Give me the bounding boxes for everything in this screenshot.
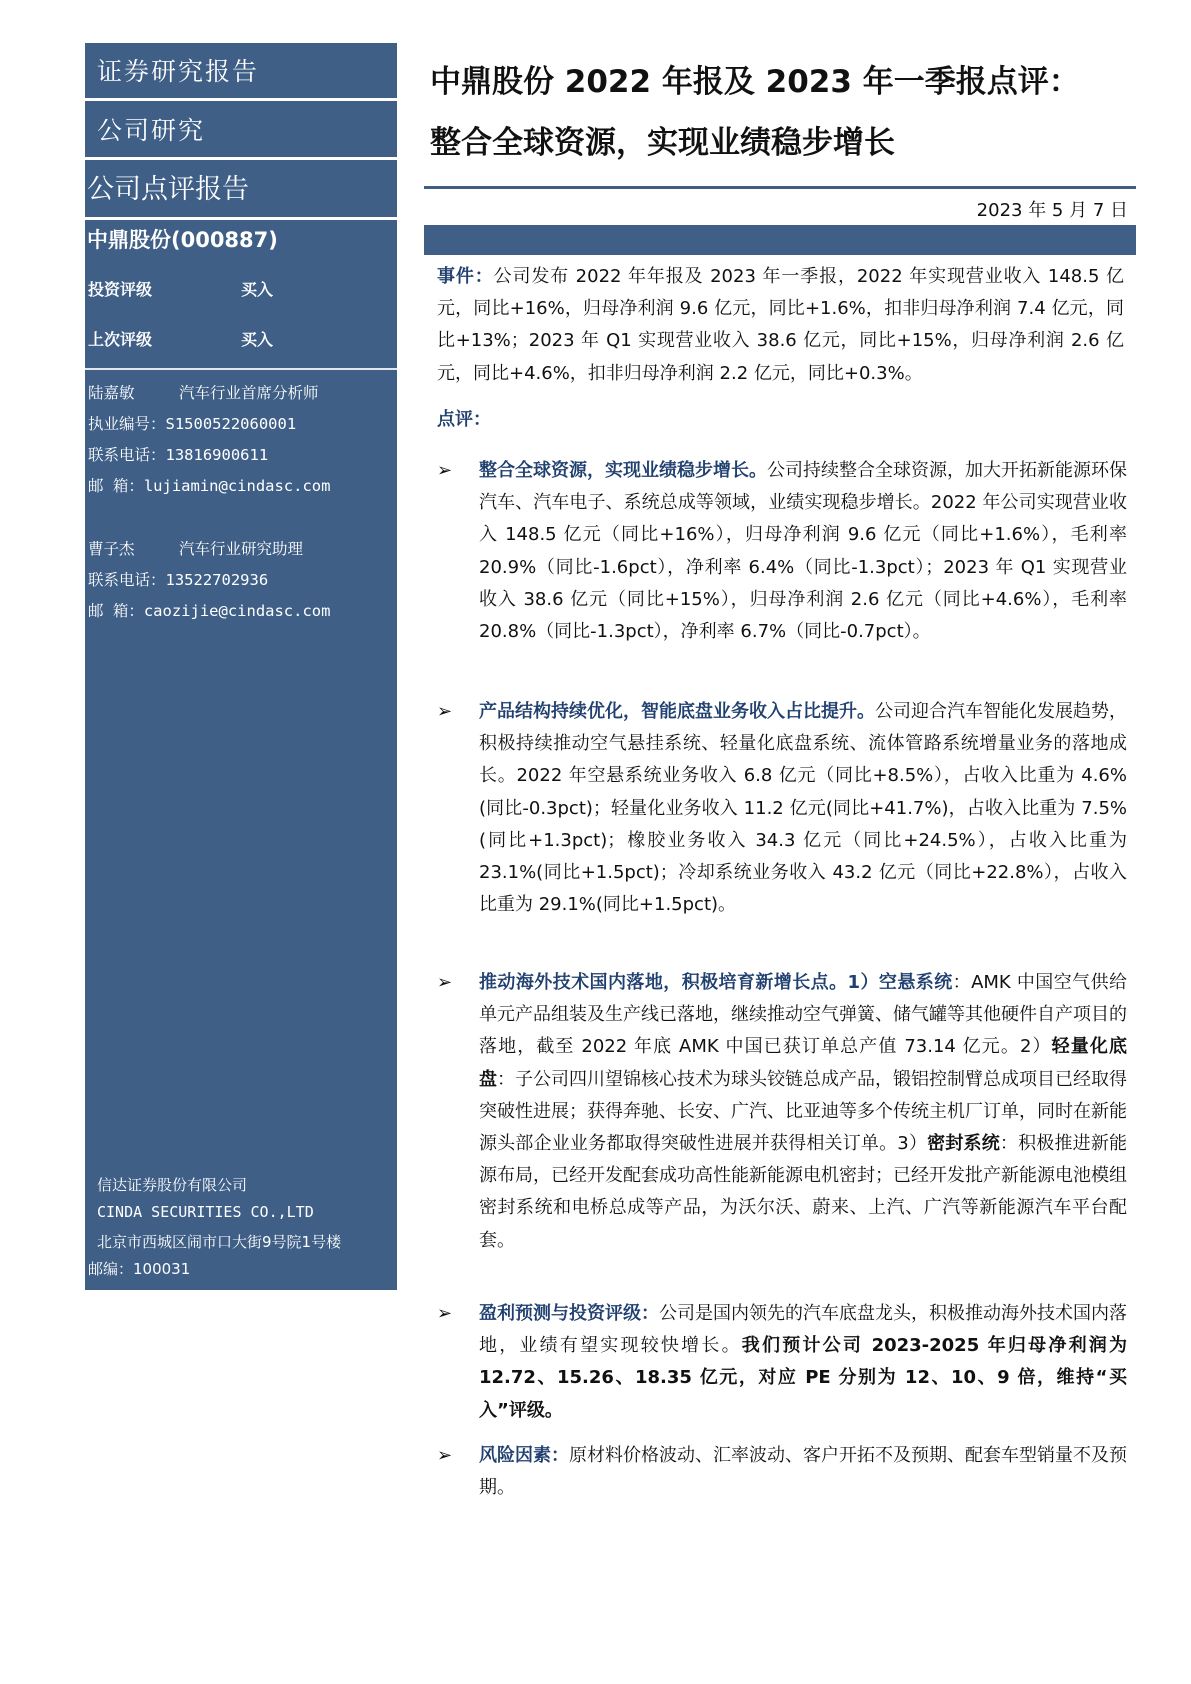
report-type: 证券研究报告: [85, 43, 397, 101]
bullet-arrow-icon: ➢: [437, 1445, 453, 1466]
bullet-arrow-icon: ➢: [437, 701, 453, 722]
company-postcode: 邮编：100031: [88, 1260, 191, 1278]
review-label: 点评：: [437, 409, 491, 430]
analyst-2-email[interactable]: 邮 箱：caozijie@cindasc.com: [88, 602, 331, 620]
sidebar: [85, 43, 397, 1290]
bullet-3-text: [479, 967, 1127, 1257]
event-text: 公司发布 2022 年年报及 2023 年一季报，2022 年实现营业收入 148.5 亿元，同比+16%，归母净利润 9.6 亿元，同比+1.6%，扣非归母净利润 7.4 亿元，同比+13%；2023 年 Q1 实现营业收入 38.6 亿元，同比+15%，归母净利润 2.6 亿元，同比+4.6%，扣非归母净利润 2.2 亿元，同比+0.3%。: [437, 266, 1125, 384]
report-subcategory: 公司点评报告: [85, 160, 397, 220]
analyst-1-phone: 联系电话：13816900611: [88, 446, 269, 464]
bullet-1-body: 公司持续整合全球资源，加大开拓新能源环保汽车、汽车电子、系统总成等领域，业绩实现稳步增长。2022 年公司实现营业收入 148.5 亿元（同比+16%），归母净利润 9.6 亿元（同比+1.6%），毛利率 20.9%（同比-1.6pct），净利率 6.4%（同比-1.3pct）；2023 年 Q1 实现营业收入 38.6 亿元（同比+15%），归母净利润 2.6 亿元（同比+4.6%），毛利率 20.8%（同比-1.3pct），净利率 6.7%（同比-0.7pct）。: [479, 460, 1127, 643]
bullet-1-heading: 整合全球资源，实现业绩稳步增长。: [479, 460, 767, 481]
analyst-1-license: 执业编号：S1500522060001: [88, 415, 297, 433]
rating-value: 买入: [241, 280, 274, 299]
report-date: 2023 年 5 月 7 日: [976, 200, 1128, 221]
analyst-2-title: 汽车行业研究助理: [179, 540, 304, 558]
analyst-2-phone: 联系电话：13522702936: [88, 571, 269, 589]
bullet-3-body-2: ：子公司四川望锦核心技术为球头铰链总成产品，锻铝控制臂总成项目已经取得突破性进展；获得奔驰、长安、广汽、比亚迪等多个传统主机厂订单，同时在新能源头部企业业务都取得突破性进展并获得相关订单。3）: [479, 1068, 1127, 1155]
company-name-cn: 信达证券股份有限公司: [97, 1176, 248, 1194]
bullet-3-heading-3: 密封系统: [927, 1133, 1000, 1155]
rating-label: 投资评级: [88, 280, 153, 299]
company-address: 北京市西城区闹市口大街9号院1号楼: [97, 1233, 342, 1251]
analyst-2-name: 曹子杰: [88, 540, 135, 558]
event-label: 事件：: [437, 266, 494, 287]
prev-rating-value: 买入: [241, 330, 274, 349]
bullet-1-text: [479, 455, 1127, 648]
company-name-en: CINDA SECURITIES CO.,LTD: [97, 1203, 314, 1221]
analyst-1-email[interactable]: 邮 箱：lujiamin@cindasc.com: [88, 477, 331, 495]
previous-rating: [88, 327, 274, 350]
bullet-5-heading: 风险因素：: [479, 1445, 569, 1466]
analyst-1-name-row: [88, 381, 319, 403]
bullet-3-heading: 推动海外技术国内落地，积极培育新增长点。1）空悬系统: [479, 972, 953, 993]
title-rule: [424, 186, 1136, 189]
bullet-4-text: [479, 1298, 1127, 1427]
analyst-2-name-row: [88, 537, 304, 559]
event-paragraph: [437, 261, 1124, 390]
bullet-3-body-3: ：积极推进新能源布局，已经开发配套成功高性能新能源电机密封；已经开发批产新能源电池模组密封系统和电桥总成等产品，为沃尔沃、蔚来、上汽、广汽等新能源汽车平台配套。: [479, 1133, 1128, 1251]
investment-rating: [88, 277, 274, 300]
bullet-5-body: 原材料价格波动、汇率波动、客户开拓不及预期、配套车型销量不及预期。: [479, 1445, 1127, 1499]
bullet-2-body: 公司迎合汽车智能化发展趋势，积极持续推动空气悬挂系统、轻量化底盘系统、流体管路系统增量业务的落地成长。2022 年空悬系统业务收入 6.8 亿元（同比+8.5%），占收入比重为 4.6%(同比-0.3pct)；轻量化业务收入 11.2 亿元(同比+41.7%)，占收入比重为 7.5%(同比+1.3pct)；橡胶业务收入 34.3 亿元（同比+24.5%），占收入比重为 23.1%(同比+1.5pct)；冷却系统业务收入 43.2 亿元（同比+22.8%），占收入比重为 29.1%(同比+1.5pct)。: [479, 701, 1127, 916]
bullet-arrow-icon: ➢: [437, 1303, 453, 1324]
prev-rating-label: 上次评级: [88, 330, 153, 349]
bullet-2-heading: 产品结构持续优化，智能底盘业务收入占比提升。: [479, 701, 875, 722]
analyst-1-name: 陆嘉敏: [88, 384, 135, 402]
stock-name: 中鼎股份(000887): [87, 228, 278, 252]
bullet-arrow-icon: ➢: [437, 460, 453, 481]
bullet-4-heading: 盈利预测与投资评级：: [479, 1303, 659, 1324]
report-category: 公司研究: [85, 101, 397, 160]
sidebar-divider: [85, 368, 397, 370]
report-title-line-2: 整合全球资源，实现业绩稳步增长: [430, 125, 895, 161]
bullet-4-body: 公司是国内领先的汽车底盘龙头，积极推动海外技术国内落地，业绩有望实现较快增长。: [479, 1303, 1127, 1357]
analyst-1-title: 汽车行业首席分析师: [179, 384, 319, 402]
bullet-3-heading-2: 轻量化底盘: [479, 1036, 1127, 1090]
bullet-arrow-icon: ➢: [437, 972, 453, 993]
bullet-2-text: [479, 696, 1127, 921]
bullet-4-forecast: 我们预计公司 2023-2025 年归母净利润为 12.72、15.26、18.35 亿元，对应 PE 分别为 12、10、9 倍，维持“买入”评级。: [479, 1335, 1128, 1421]
bullet-5-text: [479, 1440, 1127, 1504]
bullet-3-body-1: ：AMK 中国空气供给单元产品组装及生产线已落地，继续推动空气弹簧、储气罐等其他硬件自产项目的落地，截至 2022 年底 AMK 中国已获订单总产值 73.14 亿元。2）: [479, 972, 1127, 1058]
report-title-line-1: 中鼎股份 2022 年报及 2023 年一季报点评：: [430, 64, 1080, 100]
header-band: [424, 225, 1136, 255]
